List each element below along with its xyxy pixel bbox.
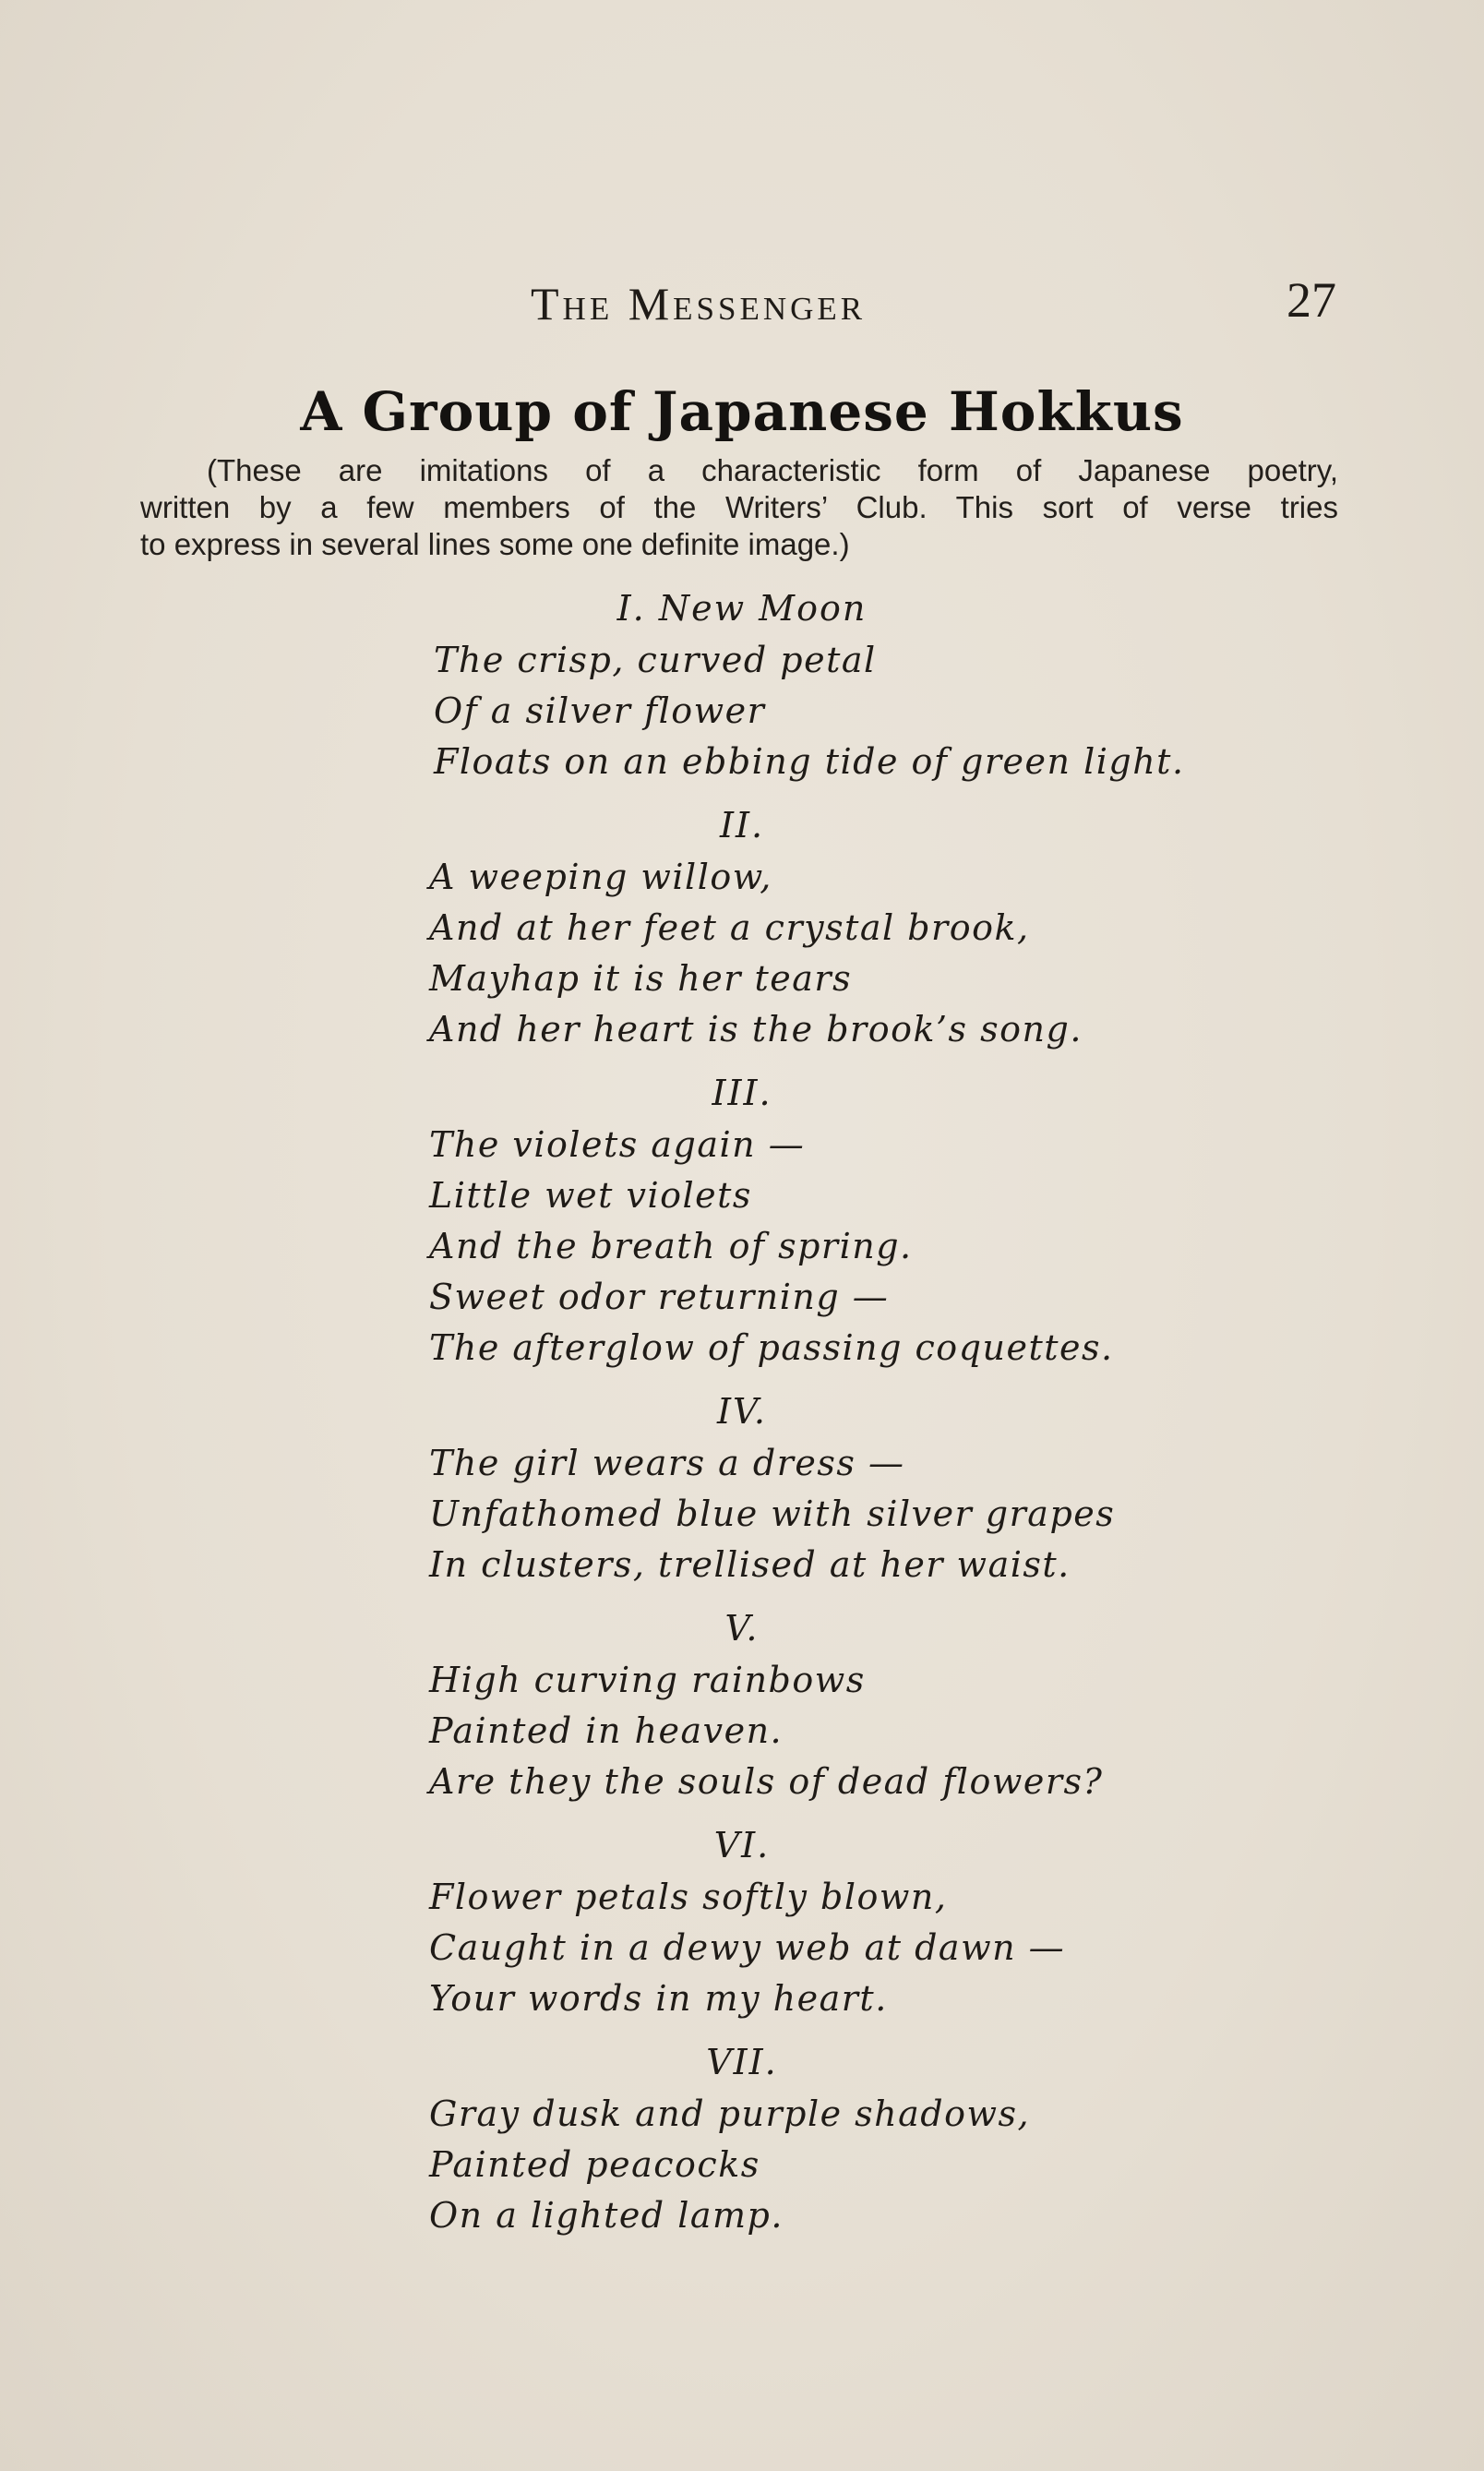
poem-heading: I. New Moon bbox=[616, 588, 868, 629]
poem-line: The girl wears a dress — bbox=[429, 1443, 905, 1483]
poem-line: Flower petals softly blown, bbox=[429, 1877, 948, 1917]
poem-line: Mayhap it is her tears bbox=[429, 958, 853, 999]
poem-line: Gray dusk and purple shadows, bbox=[429, 2093, 1031, 2134]
poem-line: Little wet violets bbox=[429, 1175, 752, 1216]
poem-heading: III. bbox=[712, 1073, 772, 1113]
poem-line: The crisp, curved petal bbox=[434, 640, 877, 680]
poem-line: Your words in my heart. bbox=[429, 1978, 888, 2019]
article-title: A Group of Japanese Hokkus bbox=[300, 380, 1184, 443]
intro-line: to express in several lines some one definite image.) bbox=[140, 527, 850, 561]
poem-heading: VI. bbox=[713, 1825, 771, 1865]
running-head bbox=[0, 272, 1484, 342]
poem-heading: V. bbox=[724, 1608, 760, 1649]
poem-line: And her heart is the brook’s song. bbox=[429, 1009, 1083, 1050]
poem-line: Painted peacocks bbox=[429, 2144, 760, 2185]
poem-3 bbox=[0, 1066, 1484, 1373]
poem-line: Sweet odor returning — bbox=[429, 1277, 890, 1317]
poem-2 bbox=[0, 798, 1484, 1055]
poem-line: And at her feet a crystal brook, bbox=[429, 907, 1030, 948]
intro-line: (These are imitations of a characteristic form of Japanese poetry, bbox=[207, 453, 1338, 487]
poem-line: Painted in heaven. bbox=[429, 1710, 784, 1751]
poem-line: The afterglow of passing coquettes. bbox=[429, 1327, 1114, 1368]
poem-line: And the breath of spring. bbox=[429, 1226, 913, 1266]
poem-list bbox=[0, 582, 1484, 2241]
poem-line: Caught in a dewy web at dawn — bbox=[429, 1927, 1066, 1968]
poem-line: Floats on an ebbing tide of green light. bbox=[434, 741, 1185, 782]
poem-4 bbox=[0, 1385, 1484, 1590]
poem-5 bbox=[0, 1601, 1484, 1807]
poem-line: The violets again — bbox=[429, 1124, 806, 1165]
poem-line: In clusters, trellised at her waist. bbox=[429, 1544, 1071, 1585]
page-number: 27 bbox=[1287, 272, 1336, 328]
poem-line: Unfathomed blue with silver grapes bbox=[429, 1493, 1116, 1534]
poem-line: On a lighted lamp. bbox=[429, 2195, 784, 2236]
poem-line: High curving rainbows bbox=[429, 1660, 866, 1700]
poem-heading: VII. bbox=[706, 2042, 778, 2082]
poem-line: Are they the souls of dead flowers? bbox=[429, 1761, 1104, 1802]
intro-paragraph bbox=[140, 452, 1338, 563]
poem-1 bbox=[0, 582, 1484, 787]
poem-line: Of a silver flower bbox=[434, 690, 766, 731]
poem-heading: II. bbox=[719, 805, 765, 846]
intro-line: written by a few members of the Writers’ Club. This sort of verse tries bbox=[140, 490, 1338, 524]
journal-title: The Messenger bbox=[531, 278, 867, 330]
poem-6 bbox=[0, 1818, 1484, 2024]
poem-heading: IV. bbox=[717, 1391, 767, 1432]
poem-7 bbox=[0, 2035, 1484, 2241]
poem-line: A weeping willow, bbox=[429, 857, 772, 897]
